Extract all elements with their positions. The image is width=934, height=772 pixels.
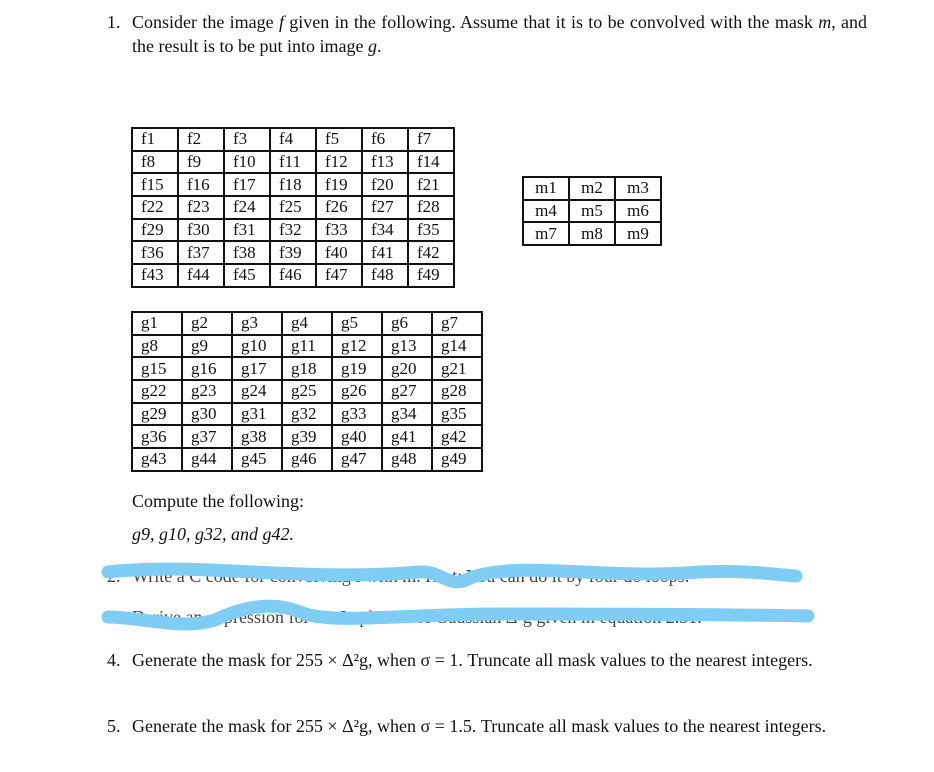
compute-label: Compute the following: — [132, 491, 304, 511]
table-cell: f42 — [408, 241, 454, 264]
table-cell: f25 — [270, 196, 316, 219]
image-g-table — [131, 311, 483, 472]
question-2: 2. Write a C code for convolving f with m. Hint: You can do it by four do loops. — [107, 564, 867, 588]
table-cell: g15 — [132, 357, 182, 380]
table-cell: g22 — [132, 380, 182, 403]
table-cell: f47 — [316, 264, 362, 287]
table-cell: f40 — [316, 241, 362, 264]
table-cell: g9 — [182, 335, 232, 358]
table-cell: f5 — [316, 128, 362, 151]
table-cell: m1 — [523, 177, 569, 200]
table-cell: f15 — [132, 173, 178, 196]
table-cell: g28 — [432, 380, 482, 403]
table-cell: g36 — [132, 425, 182, 448]
table-cell: m9 — [615, 222, 661, 245]
table-cell: f28 — [408, 196, 454, 219]
table-row — [132, 151, 454, 174]
table-row — [523, 177, 661, 200]
table-cell: f45 — [224, 264, 270, 287]
table-row — [132, 357, 482, 380]
table-cell: g32 — [282, 403, 332, 426]
table-cell: f26 — [316, 196, 362, 219]
table-cell: g19 — [332, 357, 382, 380]
question-3: 3. Derive an expression for the Laplacian of Gaussian Δ²g given in equation 2.31. — [107, 605, 867, 629]
table-cell: g8 — [132, 335, 182, 358]
table-cell: f34 — [362, 219, 408, 242]
table-cell: f49 — [408, 264, 454, 287]
table-cell: g29 — [132, 403, 182, 426]
table-row — [132, 380, 482, 403]
table-cell: f31 — [224, 219, 270, 242]
table-cell: f41 — [362, 241, 408, 264]
table-cell: f39 — [270, 241, 316, 264]
table-cell: g3 — [232, 312, 282, 335]
table-cell: g12 — [332, 335, 382, 358]
question-2-text: Write a C code for convolving f with m. Hint: You can do it by four do loops. — [132, 566, 690, 586]
table-cell: f44 — [178, 264, 224, 287]
table-cell: f18 — [270, 173, 316, 196]
table-cell: f36 — [132, 241, 178, 264]
table-row — [132, 173, 454, 196]
table-cell: f1 — [132, 128, 178, 151]
table-cell: g13 — [382, 335, 432, 358]
table-cell: f27 — [362, 196, 408, 219]
table-cell: f32 — [270, 219, 316, 242]
question-4-text: Generate the mask for 255 × Δ²g, when σ = 1. Truncate all mask values to the nearest integers. — [132, 650, 813, 670]
table-cell: g27 — [382, 380, 432, 403]
table-cell: g17 — [232, 357, 282, 380]
question-4: 4. Generate the mask for 255 × Δ²g, when σ = 1. Truncate all mask values to the nearest integers. — [107, 648, 867, 672]
table-cell: f24 — [224, 196, 270, 219]
table-cell: g44 — [182, 448, 232, 471]
table-row — [523, 222, 661, 245]
table-cell: m5 — [569, 200, 615, 223]
question-3-text: Derive an expression for the Laplacian of Gaussian Δ²g given in equation 2.31. — [132, 607, 702, 627]
table-cell: g47 — [332, 448, 382, 471]
table-row — [132, 264, 454, 287]
image-f-table — [131, 127, 455, 288]
table-row — [132, 425, 482, 448]
table-cell: g1 — [132, 312, 182, 335]
table-cell: m2 — [569, 177, 615, 200]
table-row — [132, 196, 454, 219]
table-cell: f37 — [178, 241, 224, 264]
table-cell: g41 — [382, 425, 432, 448]
table-row — [132, 219, 454, 242]
table-cell: f46 — [270, 264, 316, 287]
question-1 — [107, 10, 867, 58]
table-cell: g48 — [382, 448, 432, 471]
table-cell: f13 — [362, 151, 408, 174]
table-cell: f16 — [178, 173, 224, 196]
table-cell: g39 — [282, 425, 332, 448]
table-cell: f35 — [408, 219, 454, 242]
table-row — [132, 128, 454, 151]
table-cell: m8 — [569, 222, 615, 245]
table-cell: g5 — [332, 312, 382, 335]
table-row — [132, 448, 482, 471]
table-cell: g11 — [282, 335, 332, 358]
table-cell: f3 — [224, 128, 270, 151]
compute-items: g9, g10, g32, and g42. — [132, 524, 294, 544]
table-cell: g26 — [332, 380, 382, 403]
table-cell: f19 — [316, 173, 362, 196]
table-cell: g42 — [432, 425, 482, 448]
table-cell: g25 — [282, 380, 332, 403]
question-5: 5. Generate the mask for 255 × Δ²g, when σ = 1.5. Truncate all mask values to the nearest integers. — [107, 714, 867, 738]
table-cell: m7 — [523, 222, 569, 245]
table-cell: g20 — [382, 357, 432, 380]
question-1-text: Consider the image f given in the following. Assume that it is to be convolved with the mask m, and the result is to be put into image g. — [132, 12, 867, 56]
table-cell: g31 — [232, 403, 282, 426]
question-number: 1. — [107, 12, 121, 32]
table-cell: f11 — [270, 151, 316, 174]
table-row — [132, 241, 454, 264]
table-cell: f23 — [178, 196, 224, 219]
table-cell: m3 — [615, 177, 661, 200]
table-row — [523, 200, 661, 223]
table-cell: g24 — [232, 380, 282, 403]
table-row — [132, 312, 482, 335]
table-cell: g38 — [232, 425, 282, 448]
table-cell: g14 — [432, 335, 482, 358]
table-cell: f29 — [132, 219, 178, 242]
table-cell: g7 — [432, 312, 482, 335]
table-cell: g40 — [332, 425, 382, 448]
table-cell: g49 — [432, 448, 482, 471]
table-cell: f10 — [224, 151, 270, 174]
table-cell: f20 — [362, 173, 408, 196]
table-cell: f22 — [132, 196, 178, 219]
table-cell: m4 — [523, 200, 569, 223]
table-cell: g37 — [182, 425, 232, 448]
table-cell: g30 — [182, 403, 232, 426]
table-cell: f7 — [408, 128, 454, 151]
table-cell: f6 — [362, 128, 408, 151]
table-cell: f33 — [316, 219, 362, 242]
table-cell: g18 — [282, 357, 332, 380]
table-cell: g34 — [382, 403, 432, 426]
table-row — [132, 403, 482, 426]
table-cell: f9 — [178, 151, 224, 174]
table-cell: g6 — [382, 312, 432, 335]
table-cell: f4 — [270, 128, 316, 151]
table-cell: f17 — [224, 173, 270, 196]
table-cell: g35 — [432, 403, 482, 426]
table-cell: m6 — [615, 200, 661, 223]
table-cell: g16 — [182, 357, 232, 380]
table-cell: f14 — [408, 151, 454, 174]
table-row — [132, 335, 482, 358]
table-cell: f48 — [362, 264, 408, 287]
table-cell: f30 — [178, 219, 224, 242]
table-cell: g33 — [332, 403, 382, 426]
table-cell: g21 — [432, 357, 482, 380]
table-cell: f38 — [224, 241, 270, 264]
question-5-text: Generate the mask for 255 × Δ²g, when σ = 1.5. Truncate all mask values to the nearest integers. — [132, 716, 827, 736]
table-cell: g23 — [182, 380, 232, 403]
table-cell: g2 — [182, 312, 232, 335]
table-cell: f8 — [132, 151, 178, 174]
table-cell: f2 — [178, 128, 224, 151]
table-cell: g10 — [232, 335, 282, 358]
table-cell: g4 — [282, 312, 332, 335]
table-cell: f43 — [132, 264, 178, 287]
mask-m-table — [522, 176, 662, 246]
table-cell: f21 — [408, 173, 454, 196]
table-cell: f12 — [316, 151, 362, 174]
table-cell: g43 — [132, 448, 182, 471]
table-cell: g46 — [282, 448, 332, 471]
table-cell: g45 — [232, 448, 282, 471]
